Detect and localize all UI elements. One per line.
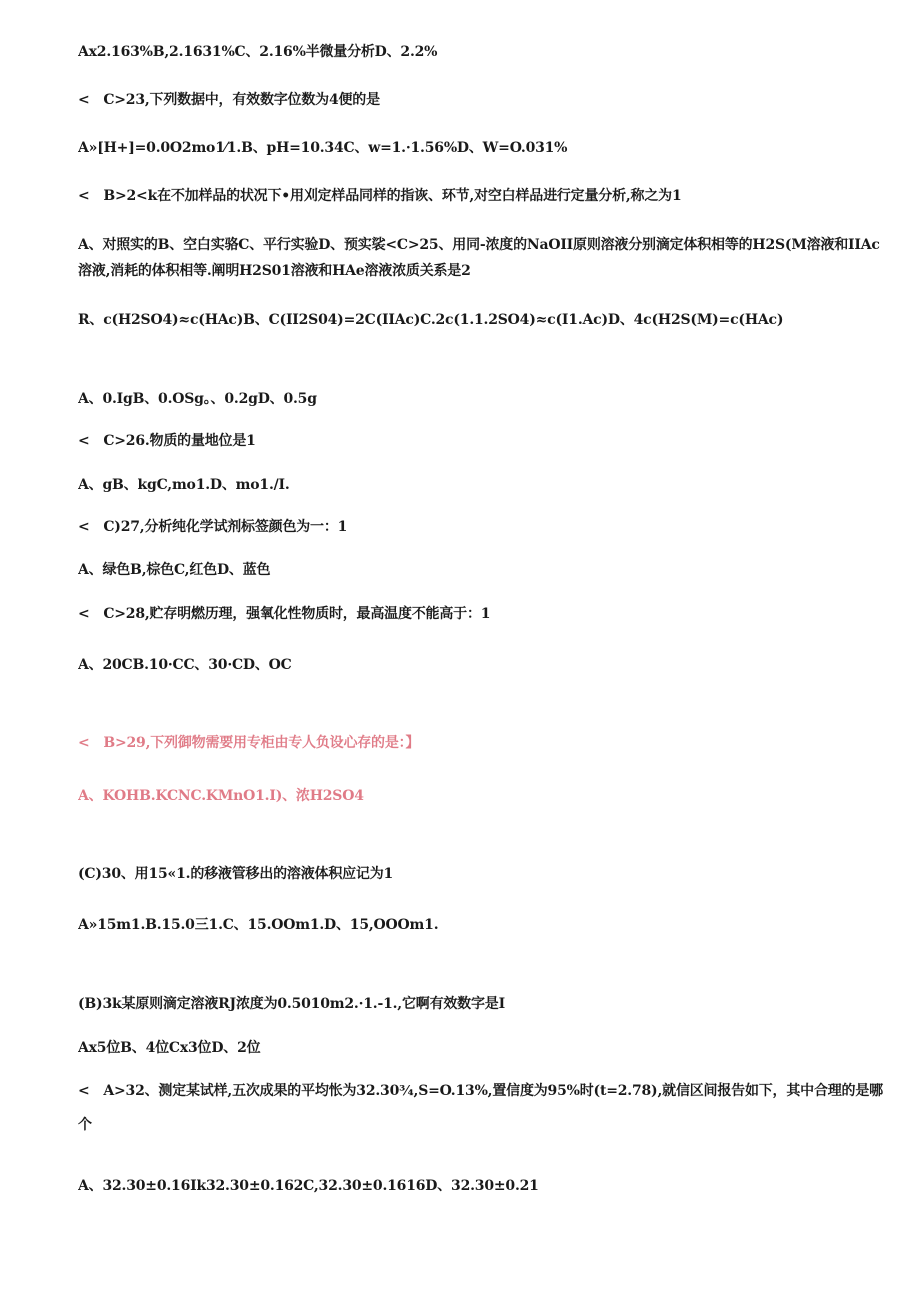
question-28: < C>28,贮存明燃历理，强氧化性物质时，最高温度不能高于：1 — [78, 606, 491, 622]
answer-options-30: A»15m1.B.15.0三1.C、15.OOm1.D、15,OOOm1. — [78, 917, 439, 933]
question-24: < B>2<k在不加样品的状况下•用刈定样品同样的指诙、环节,对空白样品进行定量分析,称之为1 — [78, 188, 682, 204]
answer-options-31: Ax5位B、4位Cx3位D、2位 — [78, 1040, 261, 1056]
question-32: < A>32、测定某试样,五次成果的平均怅为32.30¾,S=O.13%,置信度为95%时(t=2.78),就信区间报告如下，其中合理的是哪个 — [78, 1083, 883, 1133]
question-23: < C>23,下列数据中，有效数字位数为4便的是 — [78, 92, 380, 108]
question-25: A、对照实的B、空白实骆C、平行实验D、预实裟<C>25、用同-浓度的NaOII原则溶液分别滴定体积相等的H2S(M溶液和IIAc溶液,消耗的体积相等.阐明H2S01溶液和HAe溶液浓质关系是2 — [78, 237, 880, 279]
question-30: (C)30、用15«1.的移液管移出的溶液体积应记为1 — [78, 866, 394, 882]
question-26: < C>26.物质的量地位是1 — [78, 433, 256, 449]
question-29: < B>29,下列御物需要用专柜由专人负设心存的是：】 — [78, 735, 420, 751]
answer-options-28: A、20CB.10·CC、30·CD、OC — [78, 657, 292, 673]
answer-options-29: A、KOHB.KCNC.KMnO1.I)、浓H2SO4 — [78, 788, 364, 804]
answer-options-weight: A、0.IgB、0.OSg。、0.2gD、0.5g — [78, 391, 317, 407]
answer-options-26: A、gB、kgC,mo1.D、mo1./I. — [78, 477, 290, 493]
answer-options-22: Ax2.163%B,2.1631%C、2.16%半微量分析D、2.2% — [78, 44, 438, 60]
question-31: (B)3k某原则滴定溶液RJ浓度为0.5010m2.·1.-1.,它啊有效数字是I — [78, 996, 505, 1012]
question-27: < C)27,分析纯化学试剂标签颜色为一：1 — [78, 519, 348, 535]
answer-options-27: A、绿色B,棕色C,红色D、蓝色 — [78, 562, 271, 578]
answer-options-25: R、c(H2SO4)≈c(HAc)B、C(II2S04)=2C(IIAc)C.2c(1.1.2SO4)≈c(I1.Ac)D、4c(H2S(M)=c(HAc) — [78, 312, 784, 328]
answer-options-32: A、32.30±0.16Ik32.30±0.162C,32.30±0.1616D、32.30±0.21 — [78, 1178, 539, 1194]
answer-options-23: A»[H+]=0.0O2mo1⁄1.B、pH=10.34C、w=1.·1.56%D、W=O.031% — [78, 140, 568, 156]
